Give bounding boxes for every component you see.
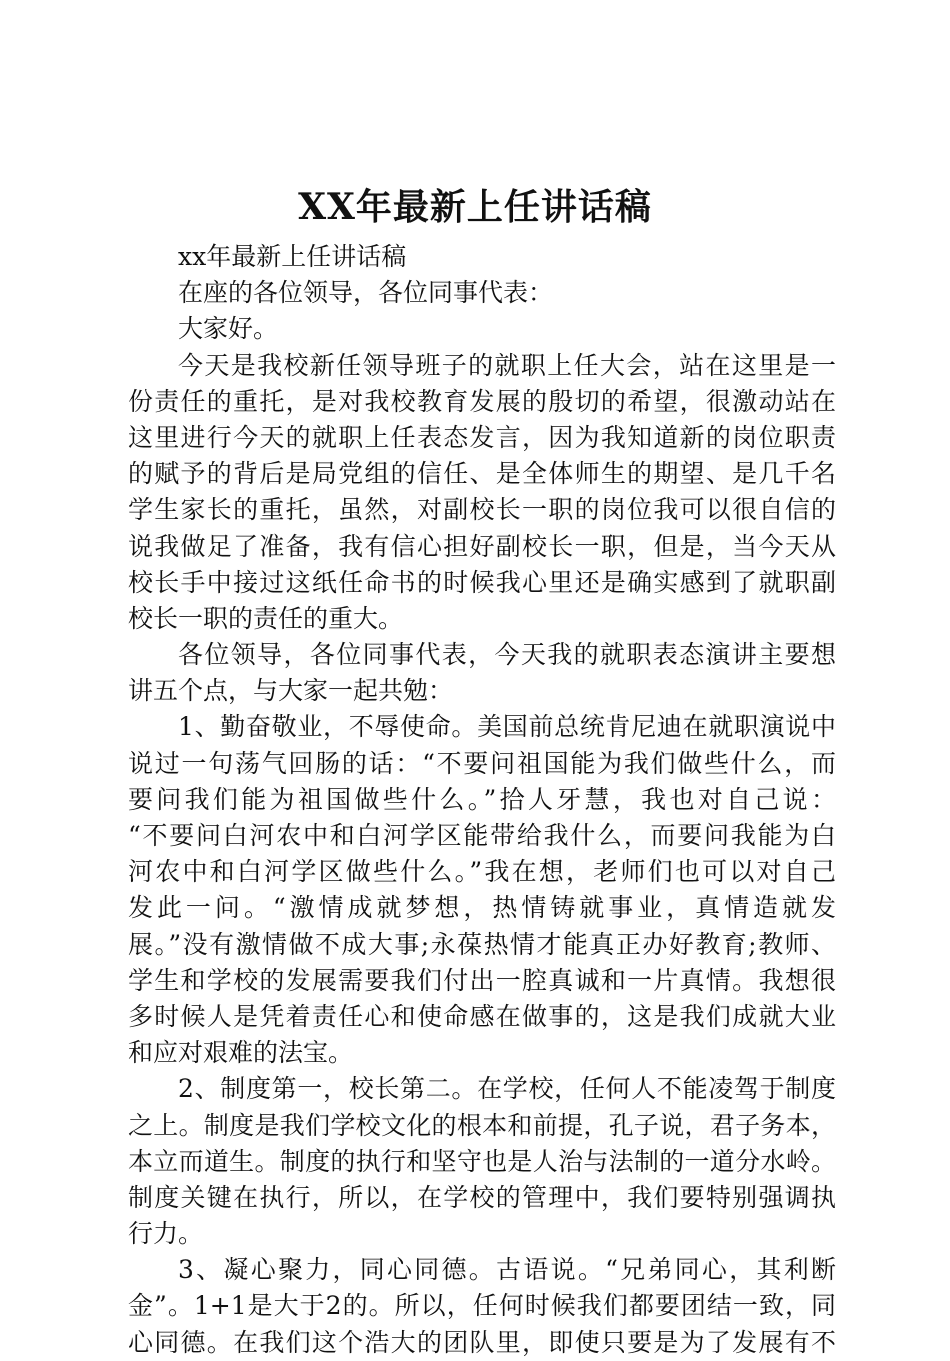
- text-line: 大家好。: [178, 314, 279, 344]
- text-line: 校长手中接过这纸任命书的时候我心里还是确实感到了就职副: [128, 567, 836, 597]
- text-line: xx年最新上任讲话稿: [178, 242, 407, 271]
- text-line: 本立而道生。制度的执行和坚守也是人治与法制的一道分水岭。: [128, 1146, 836, 1176]
- text-line: 在座的各位领导，各位同事代表：: [178, 278, 554, 308]
- text-line: 制度关键在执行，所以，在学校的管理中，我们要特别强调执: [128, 1182, 836, 1212]
- text-line: 各位领导，各位同事代表，今天我的就职表态演讲主要想: [178, 640, 836, 670]
- text-line: 多时候人是凭着责任心和使命感在做事的，这是我们成就大业: [128, 1001, 836, 1031]
- text-line: 展。”没有激情做不成大事;永葆热情才能真正办好教育;教师、: [128, 929, 836, 959]
- text-line: 2、制度第一，校长第二。在学校，任何人不能凌驾于制度: [178, 1074, 836, 1104]
- text-line: 3、凝心聚力，同心同德。古语说。“兄弟同心，其利断: [178, 1255, 836, 1285]
- text-line: 金”。1+1是大于2的。所以，任何时候我们都要团结一致，同: [128, 1291, 836, 1321]
- text-line: 的赋予的背后是局党组的信任、是全体师生的期望、是几千名: [128, 459, 836, 489]
- text-line: 行力。: [128, 1219, 204, 1249]
- text-line: 河农中和白河学区做些什么。”我在想，老师们也可以对自己: [128, 857, 836, 887]
- text-line: 1、勤奋敬业，不辱使命。美国前总统肯尼迪在就职演说中: [178, 712, 836, 742]
- text-line: 要问我们能为祖国做些什么。”拾人牙慧，我也对自己说：: [128, 784, 836, 814]
- text-line: 学生家长的重托，虽然，对副校长一职的岗位我可以很自信的: [128, 495, 836, 525]
- text-line: 说我做足了准备，我有信心担好副校长一职，但是，当今天从: [128, 531, 836, 561]
- text-line: 发此一问。“激情成就梦想，热情铸就事业，真情造就发: [128, 893, 836, 923]
- text-line: 这里进行今天的就职上任表态发言，因为我知道新的岗位职责: [128, 422, 836, 452]
- text-line: “不要问白河农中和白河学区能带给我什么，而要问我能为白: [128, 821, 836, 850]
- text-line: 份责任的重托，是对我校教育发展的殷切的希望，很激动站在: [128, 386, 836, 416]
- text-line: 和应对艰难的法宝。: [128, 1038, 354, 1068]
- document-title: XX年最新上任讲话稿: [298, 186, 652, 228]
- text-line: 今天是我校新任领导班子的就职上任大会，站在这里是一: [178, 350, 836, 380]
- text-line: 之上。制度是我们学校文化的根本和前提，孔子说，君子务本，: [128, 1110, 836, 1140]
- text-line: 校长一职的责任的重大。: [128, 603, 404, 633]
- document-body: [128, 239, 836, 1361]
- text-line: 说过一句荡气回肠的话：“不要问祖国能为我们做些什么，而: [128, 748, 836, 778]
- text-line: 心同德。在我们这个浩大的团队里，即使只要是为了发展有不: [128, 1327, 836, 1357]
- text-line: 学生和学校的发展需要我们付出一腔真诚和一片真情。我想很: [128, 965, 836, 995]
- text-line: 讲五个点，与大家一起共勉：: [128, 676, 454, 706]
